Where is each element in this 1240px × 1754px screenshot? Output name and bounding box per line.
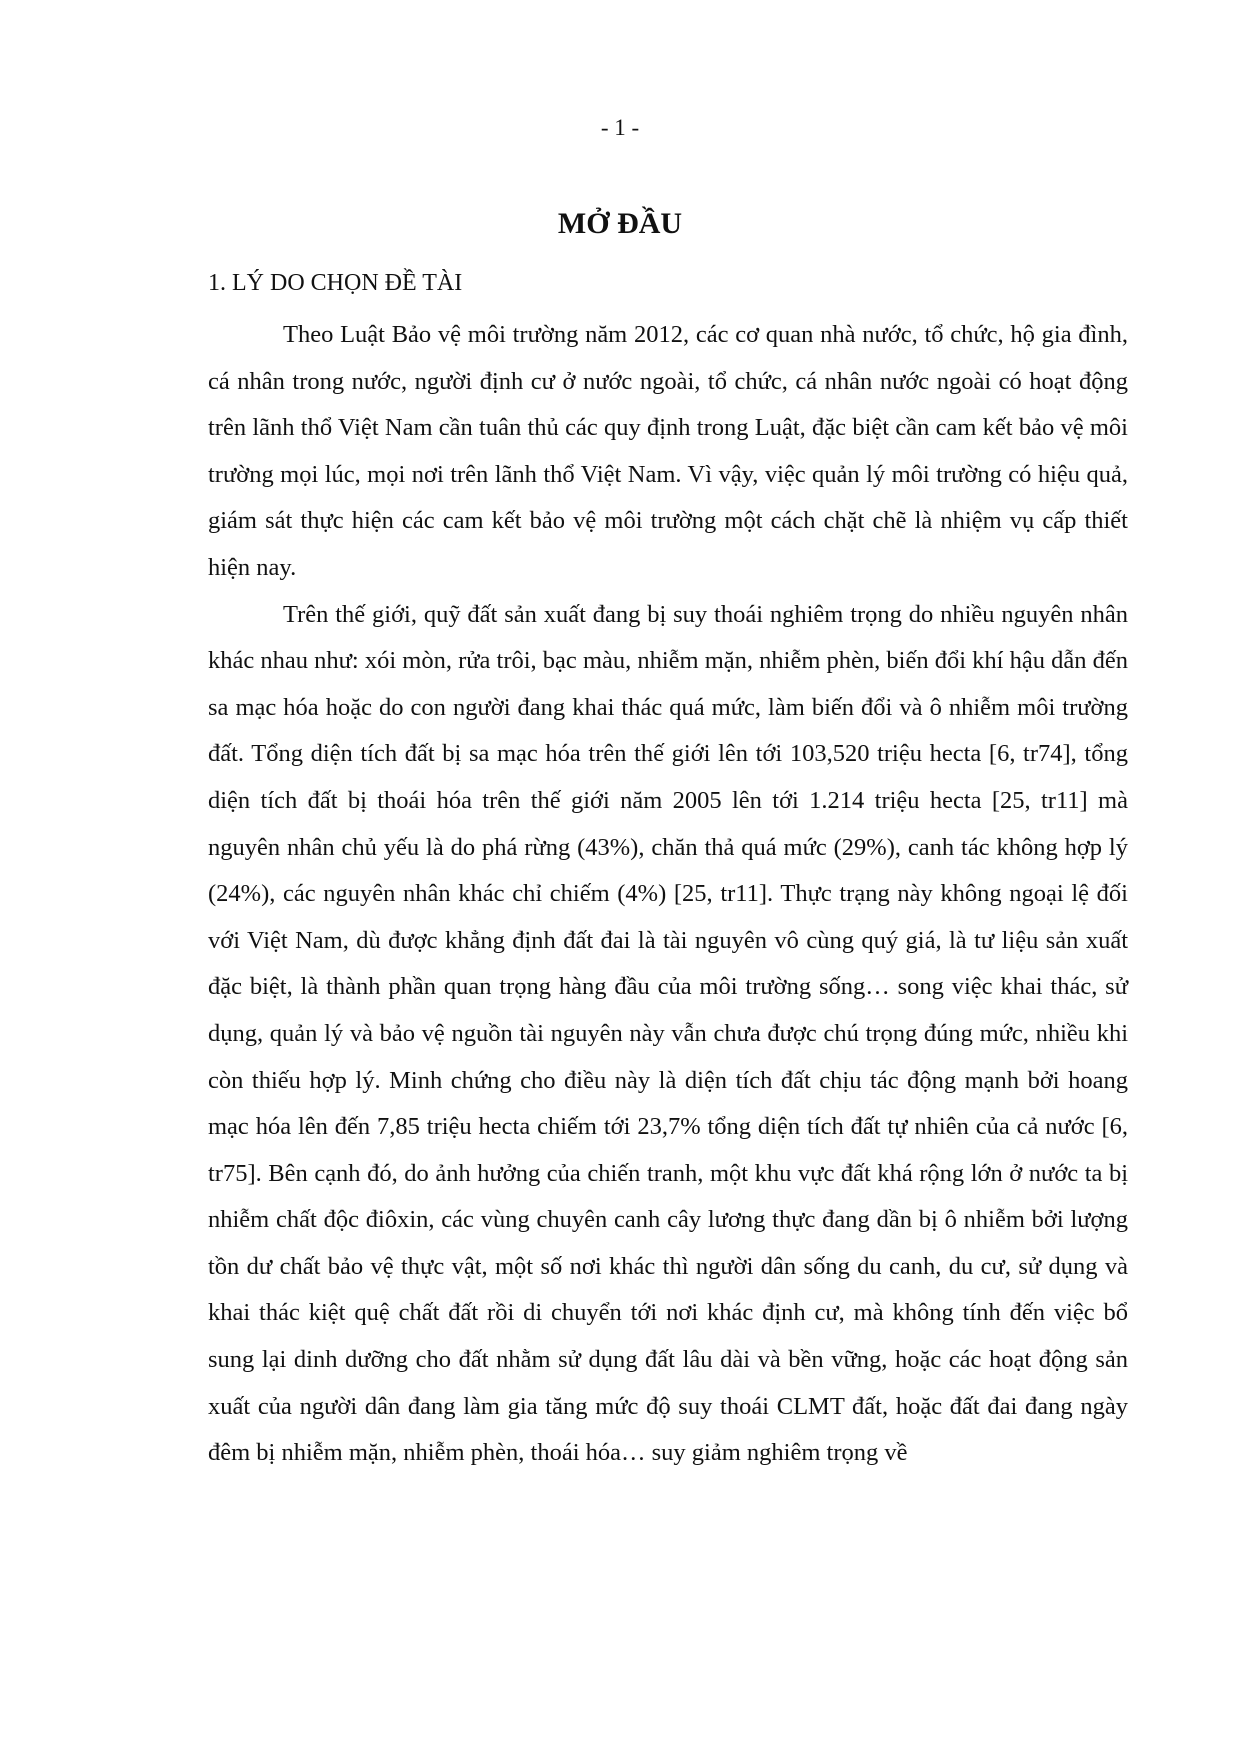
body-text xyxy=(208,312,1128,1477)
section-heading: 1. LÝ DO CHỌN ĐỀ TÀI xyxy=(208,270,463,296)
paragraph-1: Theo Luật Bảo vệ môi trường năm 2012, các cơ quan nhà nước, tổ chức, hộ gia đình, cá nhân trong nước, người định cư ở nước ngoài, tổ chức, cá nhân nước ngoài có hoạt động trên lãnh thổ Việt Nam cần tuân thủ các quy định trong Luật, đặc biệt cần cam kết bảo vệ môi trường mọi lúc, mọi nơi trên lãnh thổ Việt Nam. Vì vậy, việc quản lý môi trường có hiệu quả, giám sát thực hiện các cam kết bảo vệ môi trường một cách chặt chẽ là nhiệm vụ cấp thiết hiện nay. xyxy=(208,321,1128,581)
chapter-title: MỞ ĐẦU xyxy=(557,207,683,240)
paragraph-2: Trên thế giới, quỹ đất sản xuất đang bị suy thoái nghiêm trọng do nhiều nguyên nhân khác nhau như: xói mòn, rửa trôi, bạc màu, nhiễm mặn, nhiễm phèn, biến đổi khí hậu dẫn đến sa mạc hóa hoặc do con người đang khai thác quá mức, làm biến đổi và ô nhiễm môi trường đất. Tổng diện tích đất bị sa mạc hóa trên thế giới lên tới 103,520 triệu hecta [6, tr74], tổng diện tích đất bị thoái hóa trên thế giới năm 2005 lên tới 1.214 triệu hecta [25, tr11] mà nguyên nhân chủ yếu là do phá rừng (43%), chăn thả quá mức (29%), canh tác không hợp lý (24%), các nguyên nhân khác chỉ chiếm (4%) [25, tr11]. Thực trạng này không ngoại lệ đối với Việt Nam, dù được khẳng định đất đai là tài nguyên vô cùng quý giá, là tư liệu sản xuất đặc biệt, là thành phần quan trọng hàng đầu của môi trường sống… song việc khai thác, sử dụng, quản lý và bảo vệ nguồn tài nguyên này vẫn chưa được chú trọng đúng mức, nhiều khi còn thiếu hợp lý. Minh chứng cho điều này là diện tích đất chịu tác động mạnh bởi hoang mạc hóa lên đến 7,85 triệu hecta chiếm tới 23,7% tổng diện tích đất tự nhiên của cả nước [6, tr75]. Bên cạnh đó, do ảnh hưởng của chiến tranh, một khu vực đất khá rộng lớn ở nước ta bị nhiễm chất độc điôxin, các vùng chuyên canh cây lương thực đang dần bị ô nhiễm bởi lượng tồn dư chất bảo vệ thực vật, một số nơi khác thì người dân sống du canh, du cư, sử dụng và khai thác kiệt quệ chất đất rồi di chuyển tới nơi khác định cư, mà không tính đến việc bổ sung lại dinh dưỡng cho đất nhằm sử dụng đất lâu dài và bền vững, hoặc các hoạt động sản xuất của người dân đang làm gia tăng mức độ suy thoái CLMT đất, hoặc đất đai đang ngày đêm bị nhiễm mặn, nhiễm phèn, thoái hóa… suy giảm nghiêm trọng về xyxy=(208,600,1128,1467)
page-number: - 1 - xyxy=(600,115,640,140)
